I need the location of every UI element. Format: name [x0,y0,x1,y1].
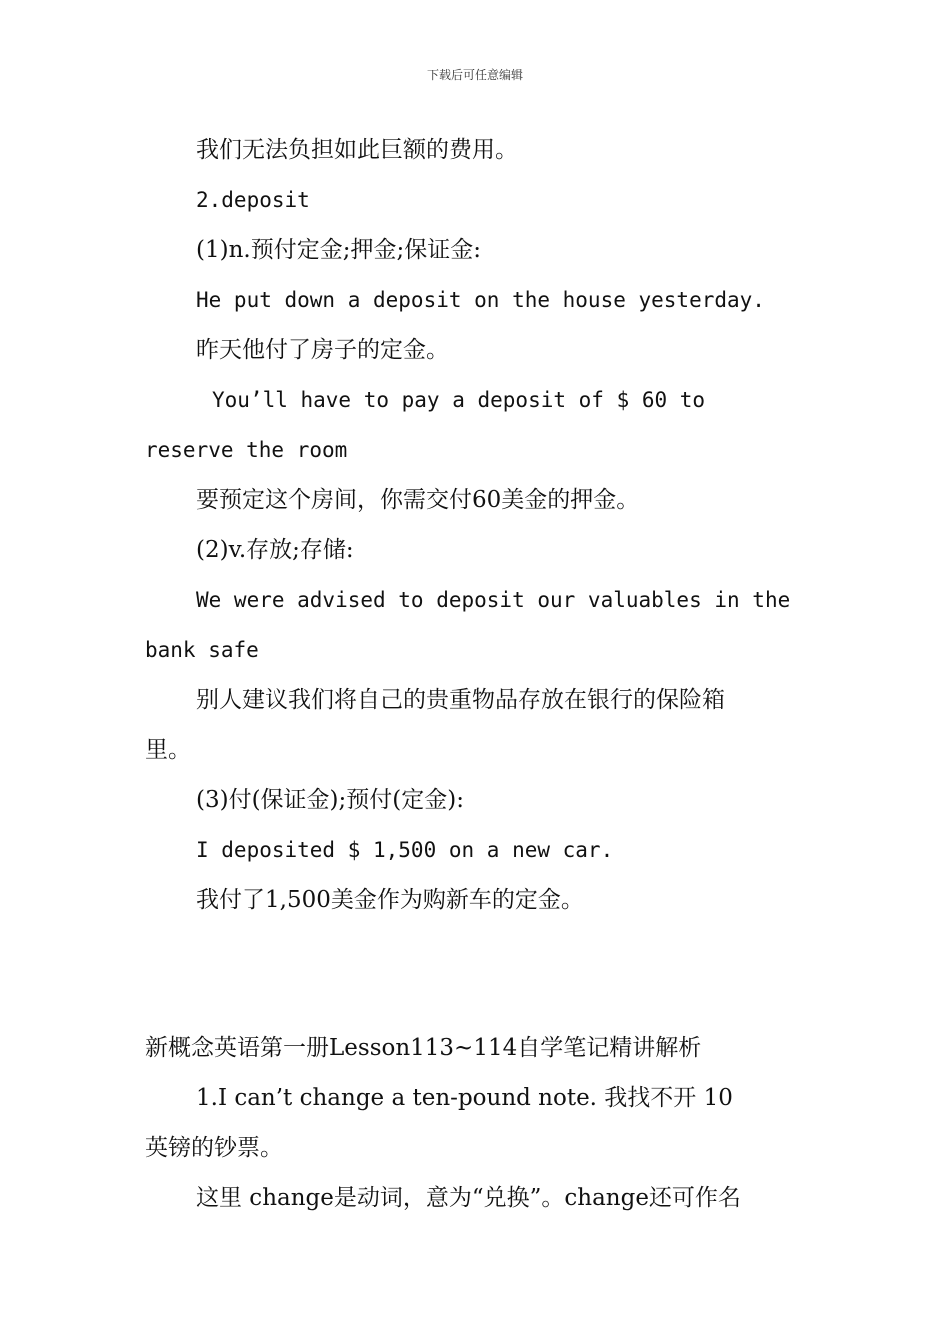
section-heading: 新概念英语第一册Lesson113~114自学笔记精讲解析 [145,1035,702,1061]
text-line: 昨天他付了房子的定金。 [196,337,449,363]
text-line: 别人建议我们将自己的贵重物品存放在银行的保险箱 [196,687,725,713]
text-line: 要预定这个房间，你需交付60美金的押金。 [196,487,640,513]
text-line: You’ll have to pay a deposit of $ 60 to [212,388,706,412]
text-line: (3)付(保证金);预付(定金): [196,787,464,813]
text-line: 这里 change是动词，意为“兑换”。change还可作名 [196,1185,741,1211]
page-header: 下载后可任意编辑 [426,68,523,82]
text-line: bank safe [145,638,259,662]
text-line: 我们无法负担如此巨额的费用。 [196,137,518,163]
text-line: 我付了1,500美金作为购新车的定金。 [196,887,584,913]
text-line: 英镑的钞票。 [145,1135,283,1161]
text-line: (2)v.存放;存储: [196,537,354,563]
text-line: He put down a deposit on the house yesterday. [196,288,765,312]
text-line: (1)n.预付定金;押金;保证金: [196,237,481,263]
text-line: I deposited $ 1,500 on a new car. [196,838,614,862]
text-line: reserve the room [145,438,348,462]
text-line: 里。 [145,737,191,763]
text-line: 1.I can’t change a ten-pound note. 我找不开 10 [196,1085,733,1111]
text-line: 2.deposit [196,188,310,212]
text-line: We were advised to deposit our valuables in the [196,588,791,612]
